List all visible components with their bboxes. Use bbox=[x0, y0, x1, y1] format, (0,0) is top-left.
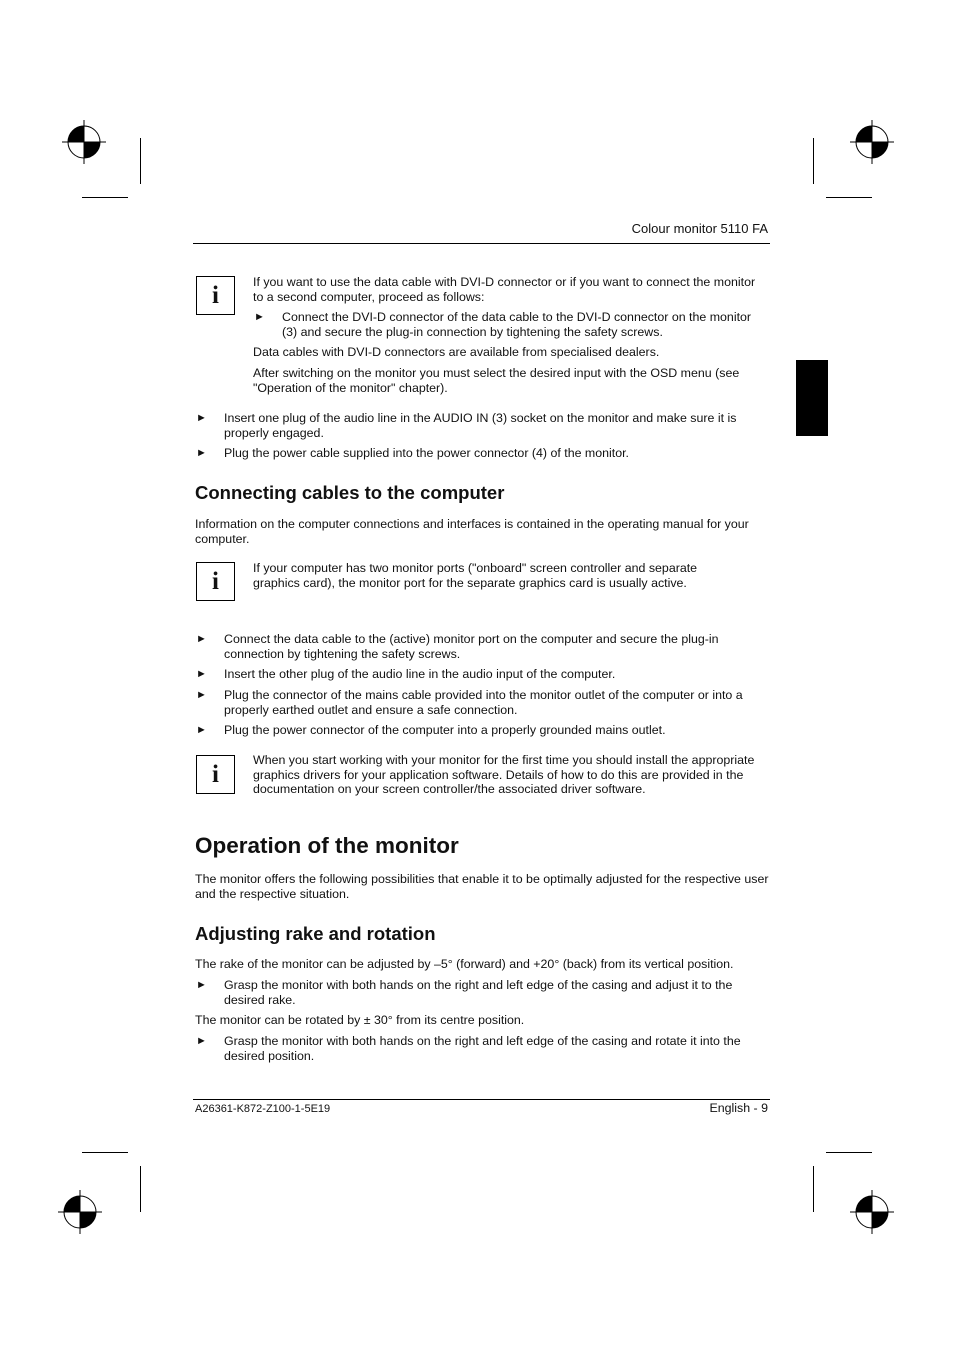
step-text: Insert one plug of the audio line in the AUDIO IN (3) socket on the monitor and make sure it is properly engaged. bbox=[224, 411, 737, 440]
crop-mark bbox=[826, 1152, 872, 1153]
bullet-icon: ► bbox=[196, 979, 207, 991]
footer-rule bbox=[193, 1099, 770, 1100]
section-intro: Information on the computer connections and interfaces is contained in the operating manual for your computer. bbox=[195, 517, 749, 546]
registration-mark-icon bbox=[850, 1190, 894, 1234]
crop-mark bbox=[813, 138, 814, 184]
bullet-icon: ► bbox=[196, 447, 207, 459]
crop-mark bbox=[140, 1166, 141, 1212]
bullet-icon: ► bbox=[254, 311, 265, 323]
info-icon: i bbox=[196, 562, 235, 601]
registration-mark-icon bbox=[62, 120, 106, 164]
section-heading: Adjusting rake and rotation bbox=[195, 923, 436, 944]
crop-mark bbox=[82, 1152, 128, 1153]
registration-mark-icon bbox=[58, 1190, 102, 1234]
step-text: Grasp the monitor with both hands on the right and left edge of the casing and adjust it to the desired rake. bbox=[224, 978, 733, 1007]
bullet-icon: ► bbox=[196, 633, 207, 645]
chapter-intro: The monitor offers the following possibilities that enable it to be optimally adjusted for the respective user and the respective situation. bbox=[195, 872, 769, 901]
info-step: Connect the DVI-D connector of the data cable to the DVI-D connector on the monitor (3) and secure the plug-in connection by tightening the safety screws. bbox=[282, 310, 752, 339]
step-text: Connect the data cable to the (active) monitor port on the computer and secure the plug-in connection by tightening the safety screws. bbox=[224, 632, 719, 661]
info-icon: i bbox=[196, 276, 235, 315]
bullet-icon: ► bbox=[196, 689, 207, 701]
body-text: The rake of the monitor can be adjusted by –5° (forward) and +20° (back) from its vertical position. bbox=[195, 957, 734, 971]
info-text: If your computer has two monitor ports ("onboard" screen controller and separate graphics card), the monitor port for the separate graphics card is usually active. bbox=[253, 561, 698, 590]
bullet-icon: ► bbox=[196, 412, 207, 424]
header-title: Colour monitor 5110 FA bbox=[631, 221, 768, 236]
step-text: Grasp the monitor with both hands on the right and left edge of the casing and rotate it into the desired position. bbox=[224, 1034, 741, 1063]
footer-doc-id: A26361-K872-Z100-1-5E19 bbox=[195, 1103, 331, 1115]
registration-mark-icon bbox=[850, 120, 894, 164]
footer-page-number: English - 9 bbox=[709, 1101, 768, 1115]
crop-mark bbox=[813, 1166, 814, 1212]
crop-mark bbox=[140, 138, 141, 184]
thumb-index-tab bbox=[796, 360, 828, 436]
step-text: Plug the power cable supplied into the power connector (4) of the monitor. bbox=[224, 446, 630, 460]
step-text: Insert the other plug of the audio line in the audio input of the computer. bbox=[224, 667, 616, 681]
info-icon: i bbox=[196, 755, 235, 794]
crop-mark bbox=[82, 197, 128, 198]
section-heading: Connecting cables to the computer bbox=[195, 482, 505, 503]
info-note: Data cables with DVI-D connectors are available from specialised dealers. bbox=[253, 345, 660, 359]
body-text: The monitor can be rotated by ± 30° from its centre position. bbox=[195, 1013, 525, 1027]
bullet-icon: ► bbox=[196, 1035, 207, 1047]
step-text: Plug the connector of the mains cable provided into the monitor outlet of the computer or into a properly earthed outlet and ensure a safe connection. bbox=[224, 688, 743, 717]
bullet-icon: ► bbox=[196, 724, 207, 736]
bullet-icon: ► bbox=[196, 668, 207, 680]
crop-mark bbox=[826, 197, 872, 198]
header-rule bbox=[193, 243, 770, 244]
info-note: After switching on the monitor you must select the desired input with the OSD menu (see "Operation of the monitor" chapter). bbox=[253, 366, 740, 395]
info-intro: If you want to use the data cable with DVI-D connector or if you want to connect the monitor to a second computer, proceed as follows: bbox=[253, 275, 756, 304]
info-text: When you start working with your monitor for the first time you should install the appropriate graphics drivers for your application software. Details of how to do this are provided in the documentation on your screen controller/the associated driver software. bbox=[253, 753, 755, 797]
chapter-heading: Operation of the monitor bbox=[195, 833, 459, 858]
step-text: Plug the power connector of the computer into a properly grounded mains outlet. bbox=[224, 723, 666, 737]
